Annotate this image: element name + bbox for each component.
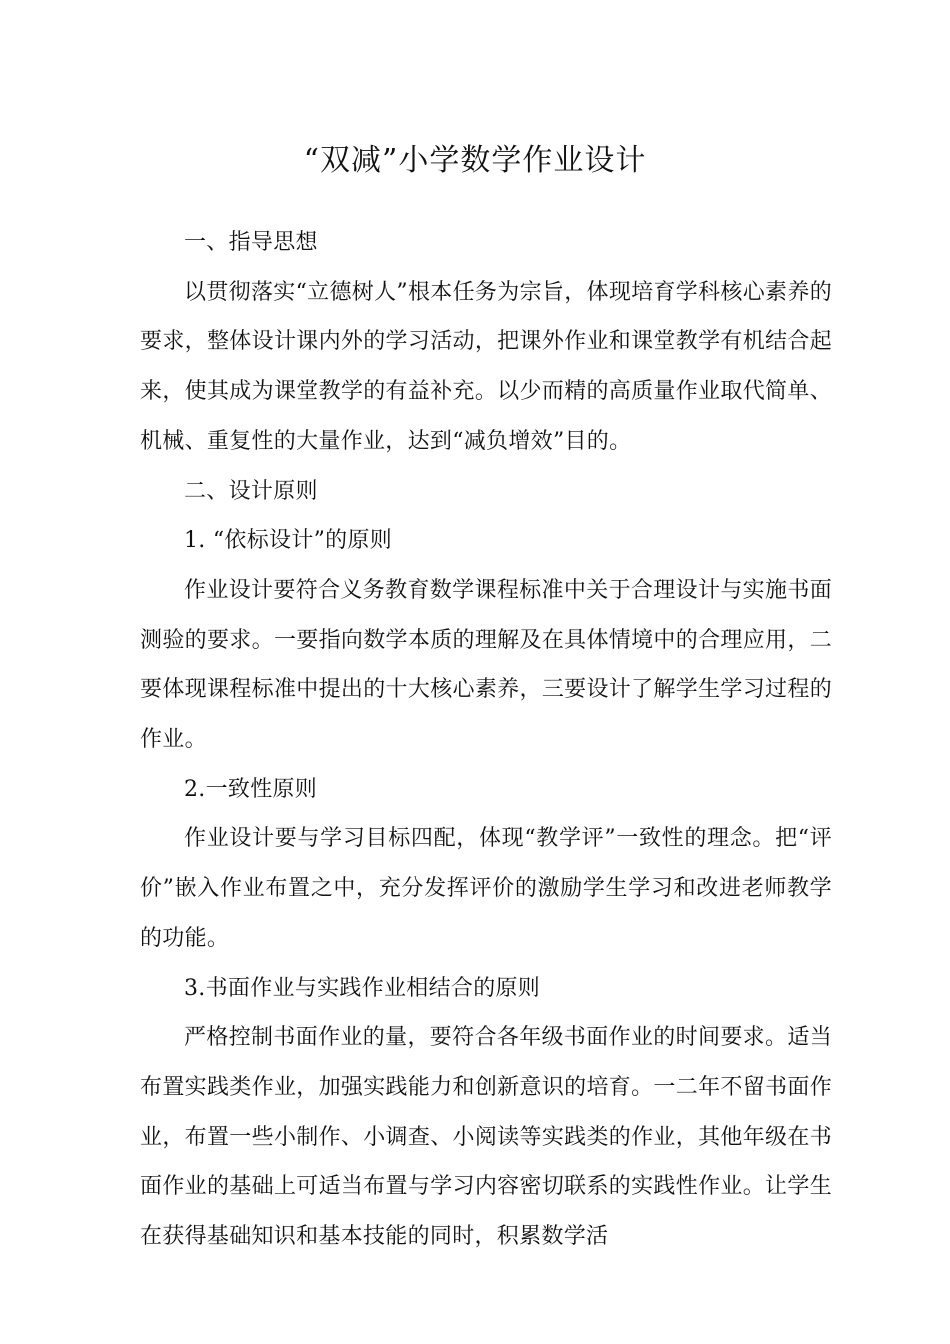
section-heading-guiding-ideology: 一、指导思想 bbox=[184, 230, 318, 255]
document-title: “双减”小学数学作业设计 bbox=[303, 143, 647, 178]
paragraph-written-and-practical: 严格控制书面作业的量，要符合各年级书面作业的时间要求。适当布置实践类作业，加强实践能力和创新意识的培育。一二年不留书面作业，布置一些小制作、小调查、小阅读等实践类的作业，其他年级在书面作业的基础上可适当布置与学习内容密切联系的实践性作业。让学生在获得基础知识和基本技能的同时，积累数学活 bbox=[140, 1025, 832, 1250]
subsection-heading-written-and-practical: 3.书面作业与实践作业相结合的原则 bbox=[184, 975, 541, 1001]
subsection-heading-consistency: 2.一致性原则 bbox=[184, 776, 318, 802]
paragraph-standards-based: 作业设计要符合义务教育数学课程标准中关于合理设计与实施书面测验的要求。一要指向数学本质的理解及在具体情境中的合理应用，二要体现课程标准中提出的十大核心素养，三要设计了解学生学习过程的作业。 bbox=[140, 577, 832, 753]
subsection-heading-standards-based: 1. “依标设计”的原则 bbox=[184, 528, 393, 554]
section-heading-design-principles: 二、设计原则 bbox=[184, 478, 318, 504]
paragraph-guiding-ideology: 以贯彻落实“立德树人”根本任务为宗旨，体现培育学科核心素养的要求，整体设计课内外的学习活动，把课外作业和课堂教学有机结合起来，使其成为课堂教学的有益补充。以少而精的高质量作业取代简单、机械、重复性的大量作业，达到“减负增效”目的。 bbox=[140, 279, 832, 454]
document-body bbox=[140, 218, 832, 1262]
paragraph-consistency: 作业设计要与学习目标四配，体现“教学评”一致性的理念。把“评价”嵌入作业布置之中，充分发挥评价的激励学生学习和改进老师教学的功能。 bbox=[140, 826, 832, 951]
